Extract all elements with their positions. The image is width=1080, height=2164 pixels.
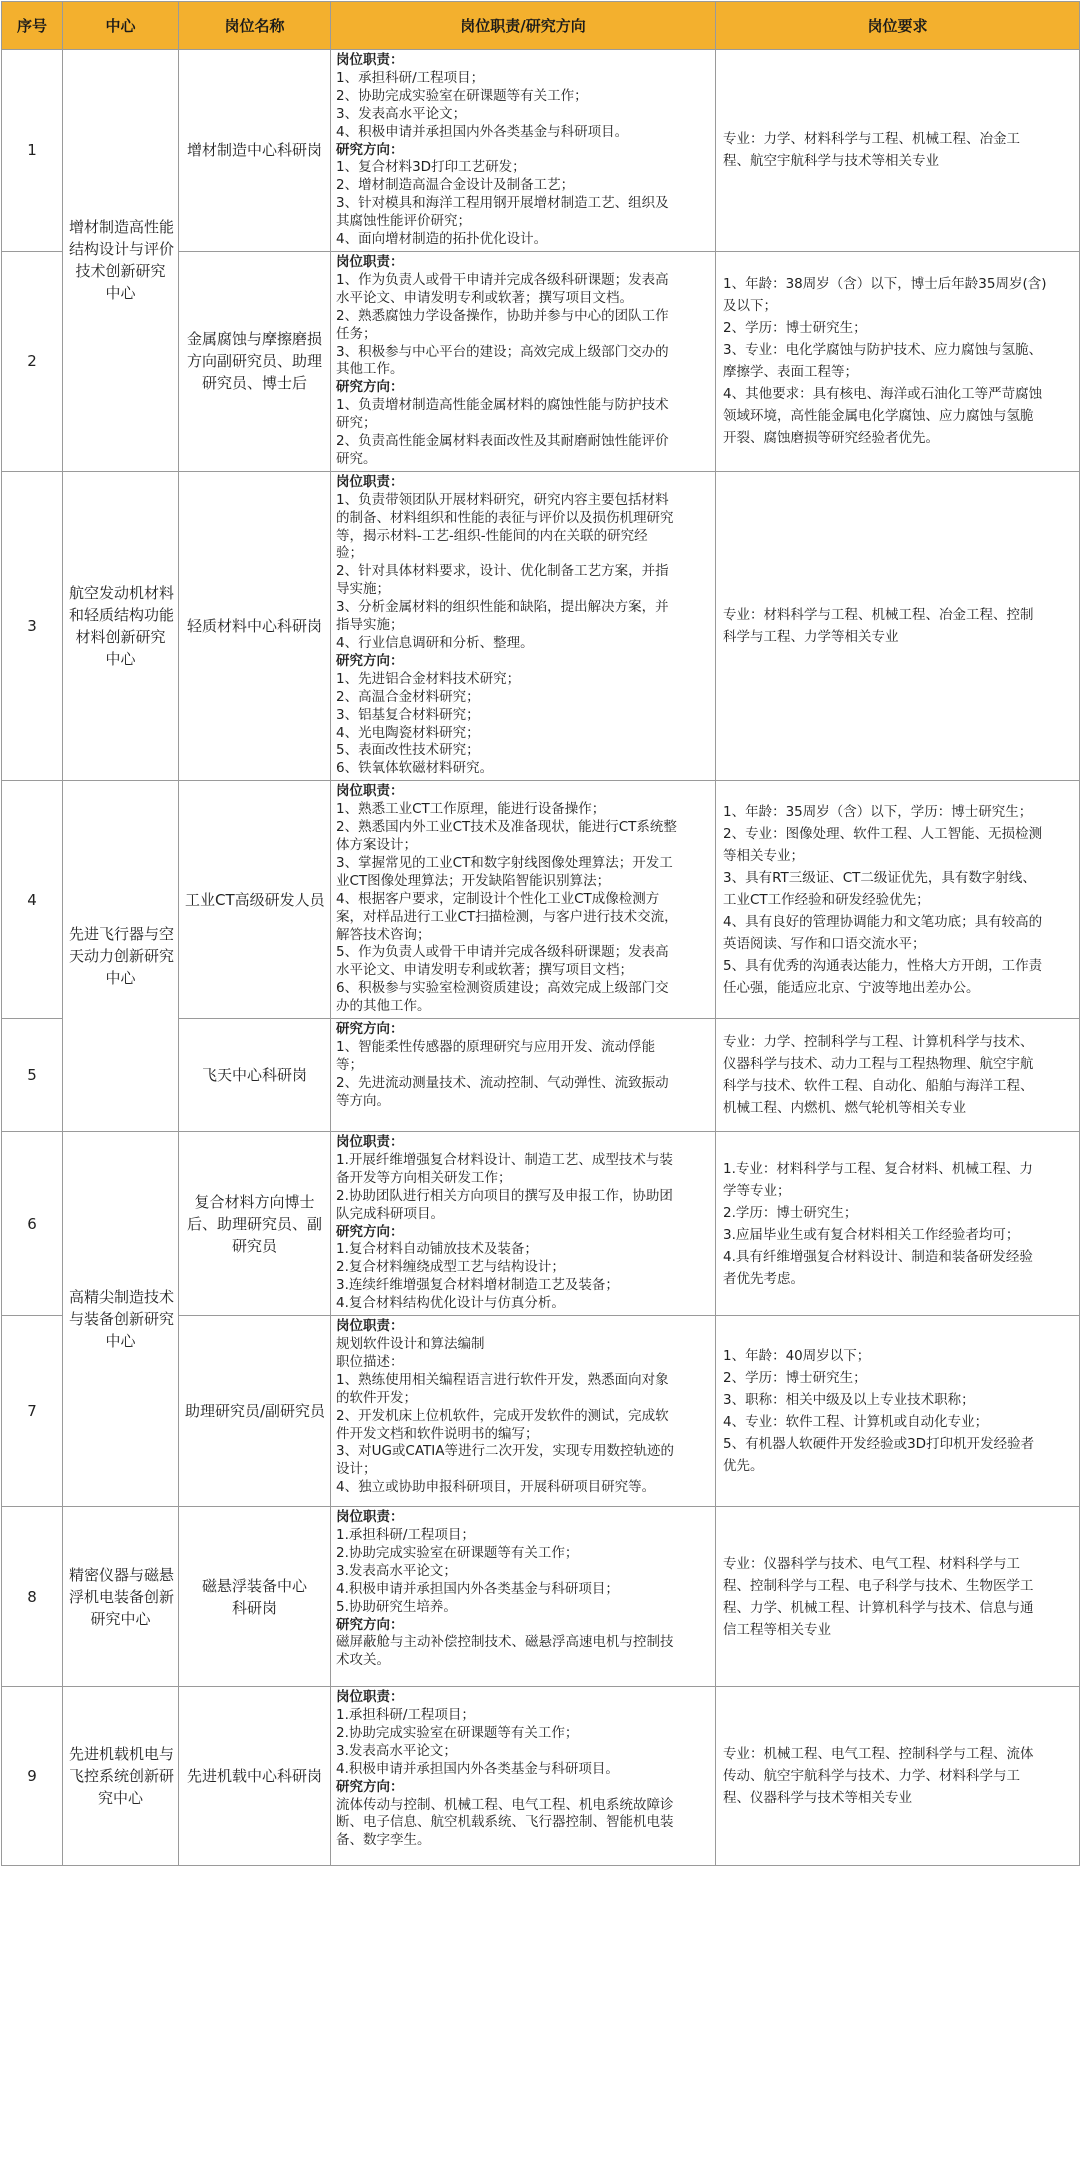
duty-line: 3、对UG或CATIA等进行二次开发，实现专用数控轨迹的 [336,1443,675,1460]
duty-line: 1、作为负责人或骨干申请并完成各级科研课题；发表高 [336,271,669,288]
requirement-line: 4、专业：软件工程、计算机或自动化专业； [723,1414,989,1431]
requirement-line: 及以下； [723,298,777,315]
duty-line: 5、表面改性技术研究； [336,742,480,759]
duty-line: 设计； [336,1461,377,1478]
duty-line: 1、承担科研/工程项目； [336,69,485,86]
section-heading: 岗位职责： [336,473,404,490]
table-row [2,1132,1080,1316]
center-name [63,781,179,1132]
requirement-line: 学等专业； [723,1182,791,1199]
duty-line: 规划软件设计和算法编制 [336,1336,485,1352]
duty-line: 其他工作。 [336,361,404,378]
duty-line: 备、数字孪生。 [336,1832,431,1849]
requirement-line: 1、年龄：35周岁（含）以下，学历：博士研究生； [723,803,1033,820]
requirement-line: 3.应届毕业生或有复合材料相关工作经验者均可； [723,1226,1020,1243]
duty-line: 其腐蚀性能评价研究； [336,213,471,230]
duty-line: 2.协助完成实验室在研课题等有关工作； [336,1724,579,1741]
requirement-line: 科学与工程、力学等相关专业 [723,629,899,646]
position-name-line: 工业CT高级研发人员 [185,890,325,909]
duty-line: 验； [336,545,363,562]
duty-line: 1、复合材料3D打印工艺研发； [336,159,526,176]
header-center: 中心 [63,2,179,50]
row-number: 7 [2,1316,63,1507]
requirement-line: 等相关专业； [723,847,804,864]
duties-cell [331,1687,716,1866]
duty-line: 4、行业信息调研和分析、整理。 [336,635,534,651]
requirement-line: 3、具有RT三级证、CT二级证优先，具有数字射线、 [723,869,1036,886]
center-name-line: 技术创新研究 [75,262,166,281]
duty-line: 1、熟练使用相关编程语言进行软件开发，熟悉面向对象 [336,1371,669,1388]
duty-line: 2、先进流动测量技术、流动控制、气动弹性、流致振动 [336,1074,669,1091]
duty-line: 4、独立或协助申报科研项目，开展科研项目研究等。 [336,1479,656,1496]
center-name-line: 研究中心 [90,1609,151,1628]
requirement-line: 5、有机器人软硬件开发经验或3D打印机开发经验者 [723,1436,1035,1453]
requirement-line: 5、具有优秀的沟通表达能力，性格大方开朗，工作责 [723,957,1043,974]
position-name [179,1316,331,1507]
duty-line: 任务； [336,325,377,342]
section-heading: 岗位职责： [336,1689,404,1706]
duty-line: 的制备、材料组织和性能的表征与评价以及损伤机理研究 [336,509,674,526]
duty-line: 队完成科研项目。 [336,1205,444,1222]
duty-line: 1、负责带领团队开展材料研究，研究内容主要包括材料 [336,491,669,508]
position-name-line: 研究员 [231,1236,277,1255]
duty-line: 2、协助完成实验室在研课题等有关工作； [336,87,588,104]
duty-line: 体方案设计； [336,836,417,853]
requirement-line: 信工程等相关专业 [723,1621,831,1638]
section-heading: 研究方向： [336,141,404,158]
duty-line: 3、掌握常见的工业CT和数字射线图像处理算法；开发工 [336,854,673,871]
duty-line: 2、高温合金材料研究； [336,688,480,705]
duty-line: 磁屏蔽舱与主动补偿控制技术、磁悬浮高速电机与控制技 [336,1634,674,1651]
duty-line: 6、铁氧体软磁材料研究。 [336,760,494,777]
duty-line: 3.连续纤维增强复合材料增材制造工艺及装备； [336,1277,619,1294]
row-number: 1 [2,50,63,252]
duty-line: 研究； [336,415,377,432]
requirement-line: 科学与技术、软件工程、自动化、船舶与海洋工程、 [723,1078,1034,1095]
center-name [63,1507,179,1687]
position-name [179,1687,331,1866]
duty-line: 1、负责增材制造高性能金属材料的腐蚀性能与防护技术 [336,397,669,414]
duty-line: 研究。 [336,450,377,467]
center-name-line: 中心 [105,650,136,669]
duty-line: 2、增材制造高温合金设计及制备工艺； [336,177,575,194]
duties-cell [331,251,716,471]
duty-line: 3、积极参与中心平台的建设；高效完成上级部门交办的 [336,343,669,360]
requirements-cell [716,50,1080,252]
requirement-line: 专业：力学、控制科学与工程、计算机科学与技术、 [723,1034,1034,1051]
duty-line: 业CT图像处理算法；开发缺陷智能识别算法； [336,872,611,889]
position-name [179,471,331,780]
duty-line: 2.协助完成实验室在研课题等有关工作； [336,1544,579,1561]
duty-line: 1、智能柔性传感器的原理研究与应用开发、流动俘能 [336,1038,656,1055]
duty-line: 2.复合材料缠绕成型工艺与结构设计； [336,1259,565,1276]
requirements-cell [716,251,1080,471]
row-number: 4 [2,781,63,1019]
duty-line: 1、熟悉工业CT工作原理，能进行设备操作； [336,801,606,818]
center-name-line: 精密仪器与磁悬 [69,1565,175,1584]
duty-line: 导实施； [336,581,390,598]
position-name-line: 复合材料方向博士 [194,1192,315,1211]
section-heading: 研究方向： [336,652,404,669]
duty-line: 等，揭示材料-工艺-组织-性能间的内在关联的研究经 [336,527,648,544]
center-name [63,471,179,780]
requirement-line: 2、学历：博士研究生； [723,320,867,337]
center-name-line: 先进机载机电与 [69,1745,175,1764]
row-number: 2 [2,251,63,471]
position-name-line: 轻质材料中心科研岗 [186,617,322,636]
center-name-line: 结构设计与评价 [69,240,175,259]
duties-cell [331,471,716,780]
duty-line: 2.协助团队进行相关方向项目的撰写及申报工作，协助团 [336,1187,673,1204]
row-number: 9 [2,1687,63,1866]
table-row [2,471,1080,780]
row-number: 3 [2,471,63,780]
duty-line: 1、先进铝合金材料技术研究； [336,670,521,687]
duty-line: 4.积极申请并承担国内外各类基金与科研项目。 [336,1760,619,1777]
duty-line: 4、面向增材制造的拓扑优化设计。 [336,231,548,248]
requirements-cell [716,1019,1080,1132]
row-number: 6 [2,1132,63,1316]
requirement-line: 2、专业：图像处理、软件工程、人工智能、无损检测 [723,825,1043,842]
center-name-line: 中心 [105,284,136,303]
duty-line: 2、熟悉国内外工业CT技术及准备现状，能进行CT系统整 [336,819,677,836]
center-name-line: 与装备创新研究 [69,1310,175,1329]
center-name [63,1132,179,1507]
duty-line: 等； [336,1056,363,1073]
duty-line: 2、负责高性能金属材料表面改性及其耐磨耐蚀性能评价 [336,433,669,450]
requirement-line: 4、具有良好的管理协调能力和文笔功底；具有较高的 [723,913,1043,930]
header-requirements: 岗位要求 [716,2,1080,50]
duty-line: 4、积极申请并承担国内外各类基金与科研项目。 [336,123,629,140]
duties-cell [331,50,716,252]
position-name-line: 先进机载中心科研岗 [186,1767,322,1786]
duty-line: 件开发文档和软件说明书的编写； [336,1425,539,1442]
requirements-cell [716,1507,1080,1687]
duties-cell [331,1507,716,1687]
section-heading: 研究方向： [336,1616,404,1633]
duty-line: 解答技术咨询； [336,926,431,943]
requirement-line: 3、职称：相关中级及以上专业技术职称； [723,1392,975,1409]
duty-line: 5.协助研究生培养。 [336,1598,457,1615]
duty-line: 1.开展纤维增强复合材料设计、制造工艺、成型技术与装 [336,1151,673,1168]
duty-line: 水平论文、申请发明专利或软著；撰写项目文档。 [336,289,633,306]
table-row [2,50,1080,252]
duty-line: 职位描述： [336,1353,404,1370]
requirement-line: 1.专业：材料科学与工程、复合材料、机械工程、力 [723,1160,1033,1177]
requirements-cell [716,781,1080,1019]
duty-line: 3、分析金属材料的组织性能和缺陷，提出解决方案，并 [336,599,669,616]
duty-line: 3.发表高水平论文； [336,1562,457,1579]
duty-line: 3.发表高水平论文； [336,1742,457,1759]
duty-line: 1.承担科研/工程项目； [336,1707,475,1723]
requirement-line: 任心强，能适应北京、宁波等地出差办公。 [723,979,980,996]
table-row [2,1507,1080,1687]
positions-table [1,1,1080,1866]
duties-cell [331,1019,716,1132]
position-name-line: 磁悬浮装备中心 [201,1576,307,1595]
header-duties: 岗位职责/研究方向 [331,2,716,50]
requirement-line: 领域环境，高性能金属电化学腐蚀、应力腐蚀与氢脆 [723,408,1034,425]
center-name-line: 究中心 [97,1789,143,1808]
table-row [2,1687,1080,1866]
duty-line: 流体传动与控制、机械工程、电气工程、机电系统故障诊 [336,1796,674,1813]
duty-line: 5、作为负责人或骨干申请并完成各级科研课题；发表高 [336,944,669,961]
requirement-line: 2、学历：博士研究生； [723,1370,867,1387]
section-heading: 岗位职责： [336,783,404,800]
center-name-line: 材料创新研究 [75,628,166,647]
duties-cell [331,781,716,1019]
center-name-line: 中心 [105,1332,136,1351]
section-heading: 岗位职责： [336,1134,404,1151]
center-name-line: 天动力创新研究 [69,947,175,966]
center-name-line: 和轻质结构功能 [69,606,175,625]
position-name-line: 科研岗 [231,1598,277,1617]
position-name [179,781,331,1019]
position-name-line: 飞天中心科研岗 [201,1066,307,1085]
section-heading: 研究方向： [336,1223,404,1240]
section-heading: 岗位职责： [336,1509,404,1526]
requirement-line: 3、专业：电化学腐蚀与防护技术、应力腐蚀与氢脆、 [723,342,1043,359]
requirement-line: 工业CT工作经验和研发经验优先； [723,891,930,908]
duty-line: 断、电子信息、航空机载系统、飞行器控制、智能机电装 [336,1814,674,1831]
requirement-line: 优先。 [723,1458,764,1475]
duty-line: 的软件开发； [336,1389,417,1406]
section-heading: 研究方向： [336,1778,404,1795]
requirement-line: 传动、航空宇航科学与技术、力学、材料科学与工 [723,1768,1020,1785]
center-name-line: 航空发动机材料 [69,584,175,603]
duty-line: 4、根据客户要求，定制设计个性化工业CT成像检测方 [336,890,660,907]
duty-line: 4、光电陶瓷材料研究； [336,724,480,741]
position-name-line: 金属腐蚀与摩擦磨损 [186,330,322,349]
requirement-line: 专业：材料科学与工程、机械工程、冶金工程、控制 [723,607,1034,624]
header-row [2,2,1080,50]
center-name [63,1687,179,1866]
requirement-line: 英语阅读、写作和口语交流水平； [723,935,926,952]
duty-line: 案，对样品进行工业CT扫描检测，与客户进行技术交流， [336,908,678,925]
requirement-line: 仪器科学与技术、动力工程与工程热物理、航空宇航 [723,1056,1034,1073]
requirement-line: 程、航空宇航科学与技术等相关专业 [723,153,939,170]
duty-line: 办的其他工作。 [336,998,431,1015]
duties-cell [331,1316,716,1507]
row-number: 5 [2,1019,63,1132]
header-position: 岗位名称 [179,2,331,50]
position-name-line: 增材制造中心科研岗 [186,141,322,160]
center-name-line: 先进飞行器与空 [69,925,175,944]
duty-line: 2、熟悉腐蚀力学设备操作，协助并参与中心的团队工作 [336,307,669,324]
duty-line: 2、开发机床上位机软件，完成开发软件的测试，完成软 [336,1407,669,1424]
duty-line: 6、积极参与实验室检测资质建设；高效完成上级部门交 [336,980,669,997]
duty-line: 4.积极申请并承担国内外各类基金与科研项目； [336,1580,619,1597]
header-no: 序号 [2,2,63,50]
position-name-line: 助理研究员/副研究员 [185,1402,326,1421]
requirement-line: 程、控制科学与工程、电子科学与技术、生物医学工 [723,1577,1034,1594]
requirement-line: 程、力学、机械工程、计算机科学与技术、信息与通 [723,1599,1034,1616]
duty-line: 术攻关。 [336,1652,390,1669]
requirements-cell [716,1316,1080,1507]
requirement-line: 1、年龄：38周岁（含）以下，博士后年龄35周岁(含) [723,276,1047,293]
duty-line: 3、针对模具和海洋工程用钢开展增材制造工艺、组织及 [336,195,669,212]
requirement-line: 开裂、腐蚀磨损等研究经验者优先。 [723,430,939,447]
requirement-line: 摩擦学、表面工程等； [723,364,858,381]
section-heading: 研究方向： [336,1021,404,1038]
requirement-line: 专业：仪器科学与技术、电气工程、材料科学与工 [723,1555,1020,1572]
position-name [179,50,331,252]
duty-line: 备开发等方向相关研发工作； [336,1169,512,1186]
section-heading: 研究方向： [336,379,404,396]
duty-line: 3、发表高水平论文； [336,105,467,122]
duty-line: 2、针对具体材料要求，设计、优化制备工艺方案，并指 [336,563,669,580]
section-heading: 岗位职责： [336,253,404,270]
row-number: 8 [2,1507,63,1687]
position-name [179,1019,331,1132]
center-name-line: 浮机电装备创新 [69,1587,175,1606]
position-name-line: 方向副研究员、助理 [186,352,322,371]
requirement-line: 4、其他要求：具有核电、海洋或石油化工等严苛腐蚀 [723,386,1043,403]
center-name-line: 飞控系统创新研 [69,1767,175,1786]
duties-cell [331,1132,716,1316]
section-heading: 岗位职责： [336,1318,404,1335]
position-name-line: 研究员、博士后 [201,374,307,393]
center-name-line: 中心 [105,969,136,988]
duty-line: 4.复合材料结构优化设计与仿真分析。 [336,1295,565,1312]
section-heading: 岗位职责： [336,52,404,68]
table-row [2,781,1080,1019]
position-name [179,1507,331,1687]
requirement-line: 专业：力学、材料科学与工程、机械工程、冶金工 [723,131,1020,148]
requirement-line: 机械工程、内燃机、燃气轮机等相关专业 [723,1100,966,1117]
requirement-line: 程、仪器科学与技术等相关专业 [723,1790,912,1807]
center-name [63,50,179,472]
requirement-line: 4.具有纤维增强复合材料设计、制造和装备研发经验 [723,1248,1033,1265]
duty-line: 水平论文、申请发明专利或软著；撰写项目文档； [336,962,633,979]
requirement-line: 专业：机械工程、电气工程、控制科学与工程、流体 [723,1746,1034,1763]
requirements-cell [716,1132,1080,1316]
requirement-line: 者优先考虑。 [723,1270,804,1287]
center-name-line: 增材制造高性能 [69,218,175,237]
duty-line: 1.复合材料自动铺放技术及装备； [336,1241,538,1258]
duty-line: 1.承担科研/工程项目； [336,1527,475,1543]
duty-line: 指导实施； [336,617,404,634]
duty-line: 等方向。 [336,1092,390,1109]
center-name-line: 高精尖制造技术 [69,1288,175,1307]
position-name [179,1132,331,1316]
requirements-cell [716,1687,1080,1866]
requirement-line: 1、年龄：40周岁以下； [723,1348,871,1365]
requirements-cell [716,471,1080,780]
duty-line: 3、铝基复合材料研究； [336,706,480,723]
requirement-line: 2.学历：博士研究生； [723,1204,858,1221]
position-name [179,251,331,471]
position-name-line: 后、助理研究员、副 [186,1214,322,1233]
